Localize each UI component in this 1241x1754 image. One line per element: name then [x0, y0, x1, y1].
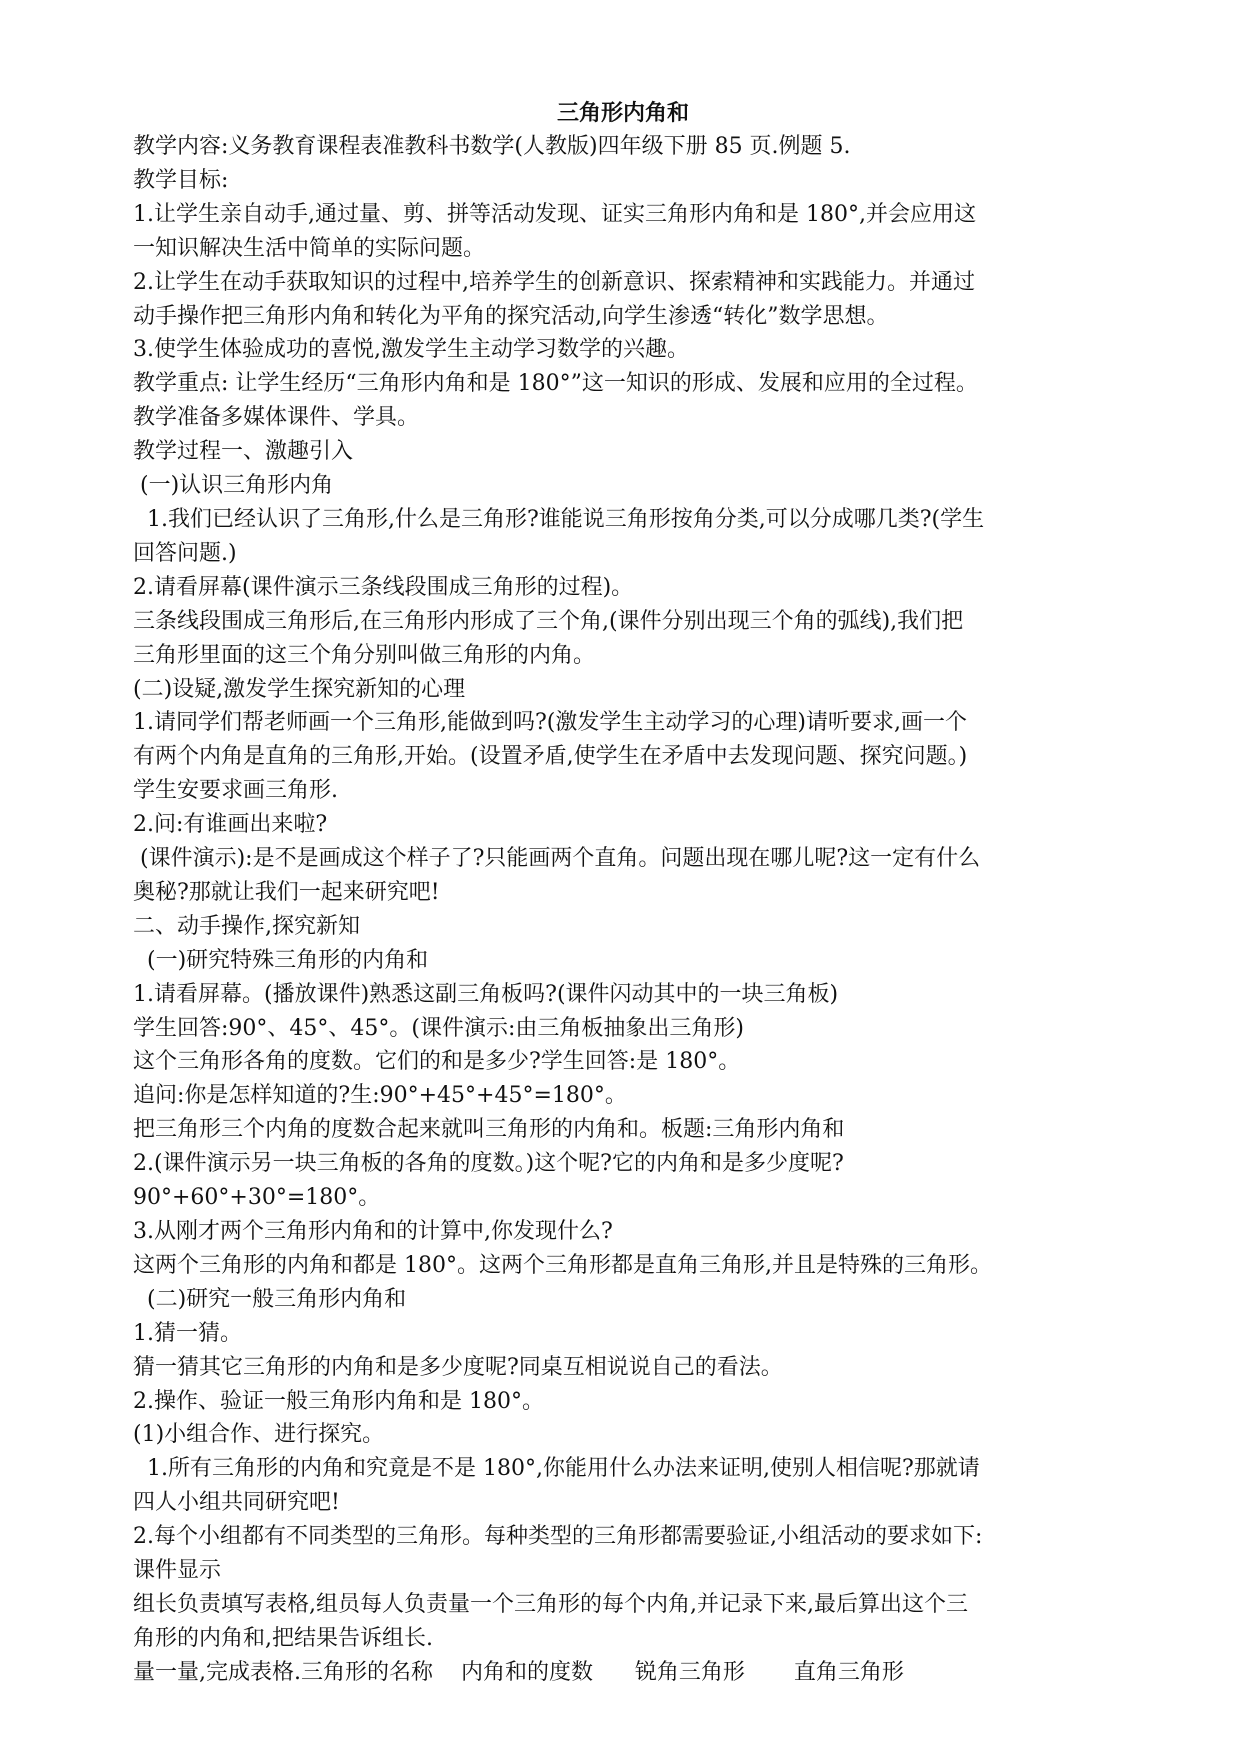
text-line: 四人小组共同研究吧!: [133, 1490, 340, 1516]
text-line: 2.(课件演示另一块三角板的各角的度数。)这个呢?它的内角和是多少度呢?: [133, 1151, 844, 1177]
text-line: 有两个内角是直角的三角形,开始。(设置矛盾,使学生在矛盾中去发现问题、探究问题。): [133, 744, 968, 770]
text-line: 学生安要求画三角形.: [133, 778, 338, 804]
text-line: 1.请同学们帮老师画一个三角形,能做到吗?(激发学生主动学习的心理)请听要求,画一个: [133, 710, 967, 736]
text-line: 学生回答:90°、45°、45°。(课件演示:由三角板抽象出三角形): [133, 1015, 744, 1041]
text-line: 动手操作把三角形内角和转化为平角的探究活动,向学生渗透“转化”数学思想。: [133, 303, 889, 329]
text-line: 2.操作、验证一般三角形内角和是 180°。: [133, 1388, 544, 1414]
text-line: 2.请看屏幕(课件演示三条线段围成三角形的过程)。: [133, 574, 634, 600]
text-line: 三条线段围成三角形后,在三角形内形成了三个角,(课件分别出现三个角的弧线),我们把: [133, 608, 964, 634]
text-line: 这两个三角形的内角和都是 180°。这两个三角形都是直角三角形,并且是特殊的三角形。: [133, 1252, 992, 1278]
text-line: 90°+60°+30°=180°。: [133, 1185, 381, 1211]
text-line: (一)研究特殊三角形的内角和: [133, 947, 429, 973]
text-line: 1.请看屏幕。(播放课件)熟悉这副三角板吗?(课件闪动其中的一块三角板): [133, 981, 839, 1007]
text-line: 教学重点: 让学生经历“三角形内角和是 180°”这一知识的形成、发展和应用的全过程。: [133, 371, 978, 397]
text-line: 量一量,完成表格.三角形的名称 内角和的度数 锐角三角形 直角三角形: [133, 1659, 904, 1685]
text-line: 教学准备多媒体课件、学具。: [133, 405, 420, 431]
text-line: 2.让学生在动手获取知识的过程中,培养学生的创新意识、探索精神和实践能力。并通过: [133, 269, 975, 295]
text-line: 追问:你是怎样知道的?生:90°+45°+45°=180°。: [133, 1083, 627, 1109]
text-line: 教学内容:义务教育课程表准教科书数学(人教版)四年级下册 85 页.例题 5.: [133, 134, 851, 159]
text-line: 3.从刚才两个三角形内角和的计算中,你发现什么?: [133, 1219, 613, 1244]
document-body: [133, 130, 1113, 1690]
document-title: 三角形内角和: [556, 100, 689, 126]
text-line: 一知识解决生活中简单的实际问题。: [133, 235, 486, 261]
text-line: (一)认识三角形内角: [133, 473, 334, 499]
text-line: 猜一猜其它三角形的内角和是多少度呢?同桌互相说说自己的看法。: [133, 1354, 783, 1380]
text-line: 教学过程一、激趣引入: [133, 439, 354, 465]
text-line: 把三角形三个内角的度数合起来就叫三角形的内角和。板题:三角形内角和: [133, 1117, 845, 1143]
text-line: (二)研究一般三角形内角和: [133, 1286, 407, 1312]
text-line: (1)小组合作、进行探究。: [133, 1422, 385, 1448]
text-line: 奥秘?那就让我们一起来研究吧!: [133, 879, 440, 905]
text-line: 组长负责填写表格,组员每人负责量一个三角形的每个内角,并记录下来,最后算出这个三: [133, 1591, 968, 1617]
text-line: 课件显示: [133, 1558, 222, 1584]
text-line: 1.让学生亲自动手,通过量、剪、拼等活动发现、证实三角形内角和是 180°,并会应用这: [133, 201, 976, 227]
document-page: [133, 96, 1113, 1690]
text-line: 2.每个小组都有不同类型的三角形。每种类型的三角形都需要验证,小组活动的要求如下:: [133, 1524, 983, 1550]
text-line: 1.所有三角形的内角和究竟是不是 180°,你能用什么办法来证明,使别人相信呢?那就请: [133, 1456, 980, 1482]
text-line: 回答问题.): [133, 540, 237, 566]
text-line: 二、动手操作,探究新知: [133, 913, 360, 939]
text-line: (课件演示):是不是画成这个样子了?只能画两个直角。问题出现在哪儿呢?这一定有什么: [133, 846, 981, 872]
text-line: 2.问:有谁画出来啦?: [133, 812, 328, 838]
text-line: 三角形里面的这三个角分别叫做三角形的内角。: [133, 642, 596, 668]
text-line: 3.使学生体验成功的喜悦,激发学生主动学习数学的兴趣。: [133, 337, 689, 363]
text-line: (二)设疑,激发学生探究新知的心理: [133, 676, 466, 702]
text-line: 这个三角形各角的度数。它们的和是多少?学生回答:是 180°。: [133, 1049, 741, 1075]
text-line: 1.猜一猜。: [133, 1320, 242, 1346]
text-line: 角形的内角和,把结果告诉组长.: [133, 1625, 433, 1651]
text-line: 1.我们已经认识了三角形,什么是三角形?谁能说三角形按角分类,可以分成哪几类?(学生: [133, 506, 985, 532]
text-line: 教学目标:: [133, 167, 229, 193]
